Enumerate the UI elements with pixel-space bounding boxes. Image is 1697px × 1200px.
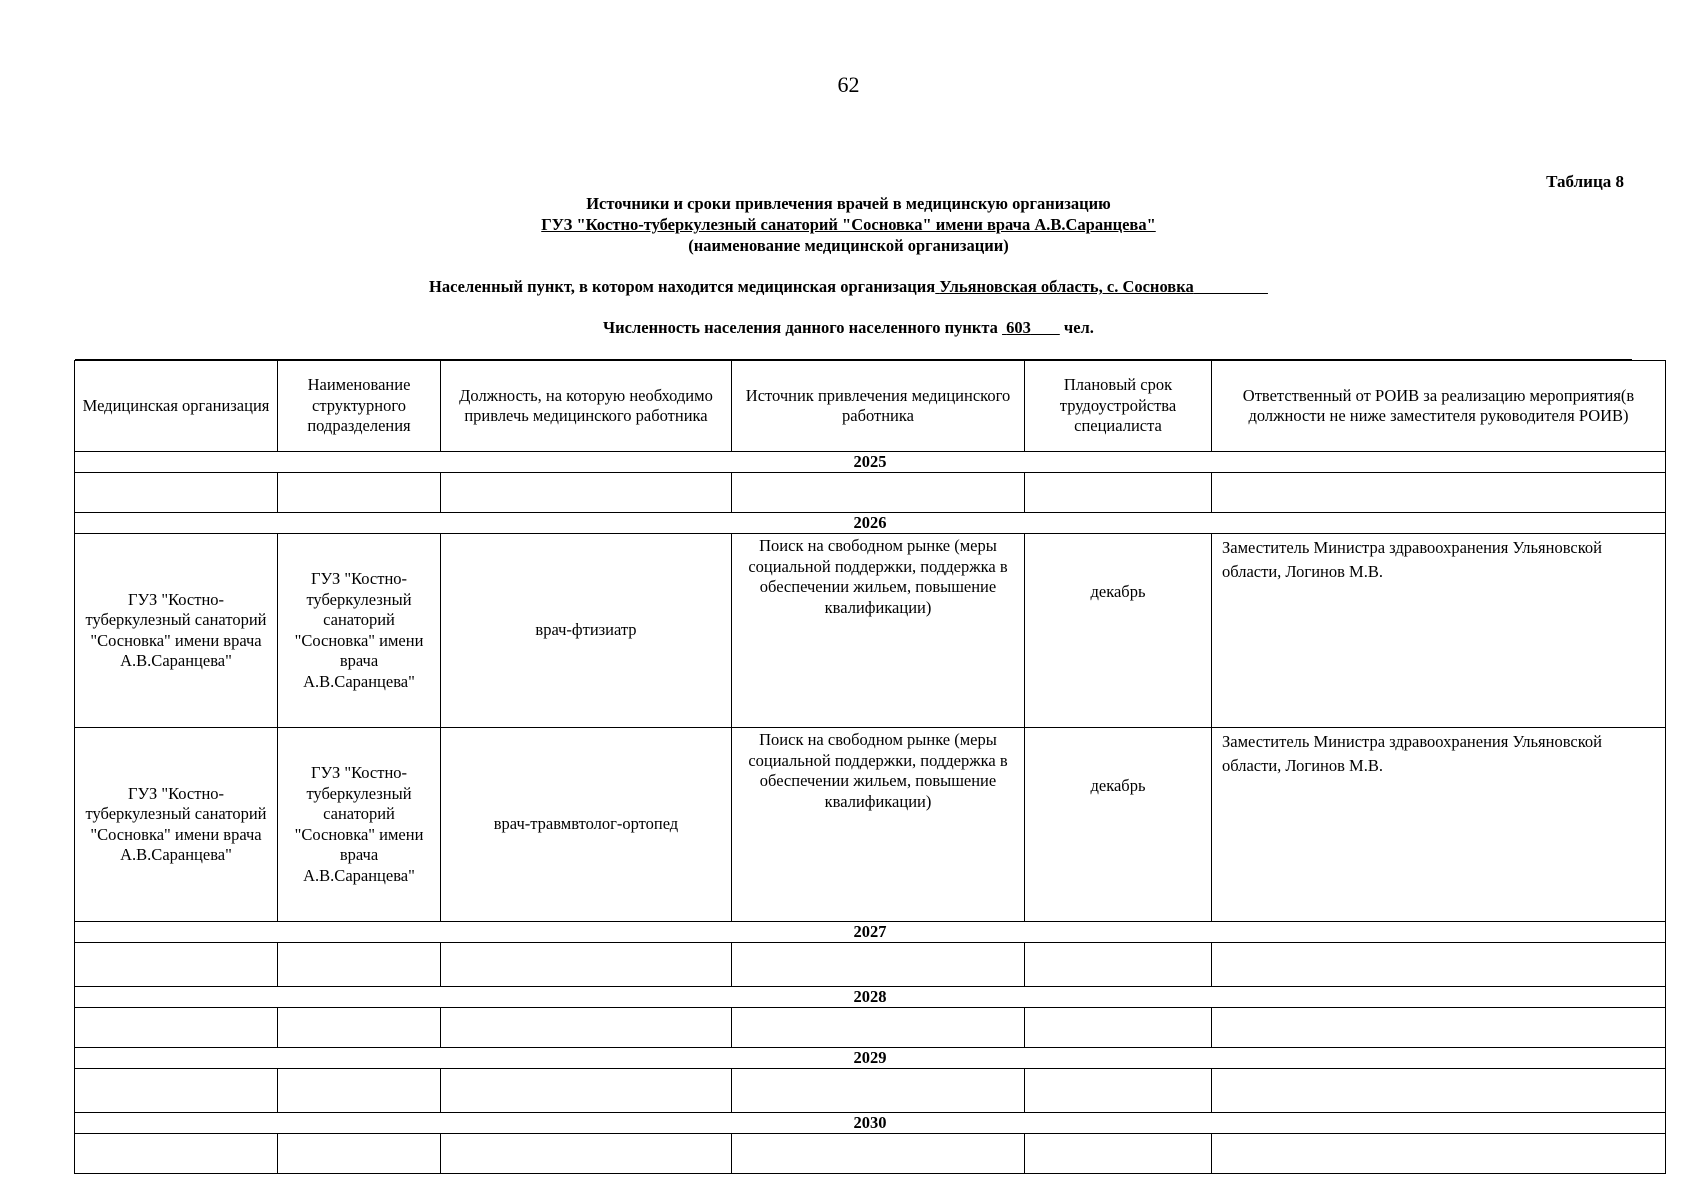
cell-source: Поиск на свободном рынке (меры социальной поддержки, поддержка в обеспечении жильем, повышение квалификации)	[732, 728, 1025, 922]
year-row-2030	[75, 1113, 1666, 1134]
table-cell	[1212, 1069, 1666, 1113]
cell-organization: ГУЗ "Костно-туберкулезный санаторий "Сосновка" имени врача А.В.Саранцева"	[75, 728, 278, 922]
table-cell	[278, 1134, 441, 1174]
column-header-subdivision: Наименование структурного подразделения	[278, 361, 441, 452]
table-cell	[75, 473, 278, 513]
table-label: Таблица 8	[1546, 172, 1624, 191]
population-line	[0, 318, 1697, 338]
table-cell	[1025, 943, 1212, 987]
table-row-empty	[75, 1069, 1666, 1113]
year-label: 2026	[75, 513, 1666, 534]
table-cell	[732, 1069, 1025, 1113]
table-cell	[732, 1008, 1025, 1048]
table-cell	[75, 1134, 278, 1174]
population-fill	[1002, 318, 1060, 337]
table-cell	[1025, 1069, 1212, 1113]
year-label: 2029	[75, 1048, 1666, 1069]
cell-position: врач-травмвтолог-ортопед	[441, 728, 732, 922]
table-cell	[1212, 1008, 1666, 1048]
table-cell	[1025, 473, 1212, 513]
cell-responsible: Заместитель Министра здравоохранения Ульяновской области, Логинов М.В.	[1212, 728, 1666, 922]
year-row-2025	[75, 452, 1666, 473]
table-title: Источники и сроки привлечения врачей в медицинскую организацию	[586, 194, 1111, 213]
table-cell	[278, 473, 441, 513]
column-header-responsible: Ответственный от РОИВ за реализацию мероприятия(в должности не ниже заместителя руководителя РОИВ)	[1212, 361, 1666, 452]
table-cell	[441, 943, 732, 987]
locality-line	[0, 277, 1697, 297]
table-cell	[732, 1134, 1025, 1174]
page-number: 62	[837, 72, 860, 97]
column-header-deadline: Плановый срок трудоустройства специалиста	[1025, 361, 1212, 452]
table-row-empty	[75, 473, 1666, 513]
table-cell	[278, 1008, 441, 1048]
cell-deadline: декабрь	[1025, 534, 1212, 728]
table-cell	[75, 943, 278, 987]
organization-name: ГУЗ "Костно-туберкулезный санаторий "Сосновка" имени врача А.В.Саранцева"	[541, 215, 1156, 234]
year-label: 2025	[75, 452, 1666, 473]
column-header-position: Должность, на которую необходимо привлечь медицинского работника	[441, 361, 732, 452]
population-unit: чел.	[1063, 318, 1094, 337]
organization-name-caption: (наименование медицинской организации)	[688, 236, 1009, 255]
table-cell	[1212, 943, 1666, 987]
table-cell	[441, 1134, 732, 1174]
cell-organization: ГУЗ "Костно-туберкулезный санаторий "Сосновка" имени врача А.В.Саранцева"	[75, 534, 278, 728]
year-label: 2030	[75, 1113, 1666, 1134]
population-label: Численность населения данного населенного пункта	[603, 318, 998, 337]
year-row-2026	[75, 513, 1666, 534]
cell-deadline: декабрь	[1025, 728, 1212, 922]
population-value: 603	[1006, 318, 1031, 337]
year-label: 2027	[75, 922, 1666, 943]
table-row-empty	[75, 1134, 1666, 1174]
table-row-empty	[75, 1008, 1666, 1048]
table-cell	[278, 1069, 441, 1113]
cell-subdivision: ГУЗ "Костно-туберкулезный санаторий "Сосновка" имени врача А.В.Саранцева"	[278, 728, 441, 922]
year-row-2029	[75, 1048, 1666, 1069]
cell-subdivision: ГУЗ "Костно-туберкулезный санаторий "Сосновка" имени врача А.В.Саранцева"	[278, 534, 441, 728]
locality-value: Ульяновская область, с. Сосновка	[939, 277, 1194, 296]
year-row-2027	[75, 922, 1666, 943]
table-row-empty	[75, 943, 1666, 987]
table-cell	[75, 1069, 278, 1113]
column-header-source: Источник привлечения медицинского работника	[732, 361, 1025, 452]
table-cell	[441, 1069, 732, 1113]
column-header-organization: Медицинская организация	[75, 361, 278, 452]
table-row	[75, 534, 1666, 728]
table-cell	[441, 1008, 732, 1048]
table-cell	[441, 473, 732, 513]
table-cell	[75, 1008, 278, 1048]
year-label: 2028	[75, 987, 1666, 1008]
table-cell	[1025, 1134, 1212, 1174]
table-cell	[732, 943, 1025, 987]
table-cell	[1212, 1134, 1666, 1174]
table-row	[75, 728, 1666, 922]
table-cell	[732, 473, 1025, 513]
table-cell	[1212, 473, 1666, 513]
cell-position: врач-фтизиатр	[441, 534, 732, 728]
recruitment-table	[74, 360, 1666, 1174]
year-row-2028	[75, 987, 1666, 1008]
locality-label: Населенный пункт, в котором находится медицинская организация	[429, 277, 936, 296]
header-row	[75, 361, 1666, 452]
locality-fill	[935, 277, 1268, 296]
cell-responsible: Заместитель Министра здравоохранения Ульяновской области, Логинов М.В.	[1212, 534, 1666, 728]
table-cell	[1025, 1008, 1212, 1048]
cell-source: Поиск на свободном рынке (меры социальной поддержки, поддержка в обеспечении жильем, повышение квалификации)	[732, 534, 1025, 728]
table-cell	[278, 943, 441, 987]
